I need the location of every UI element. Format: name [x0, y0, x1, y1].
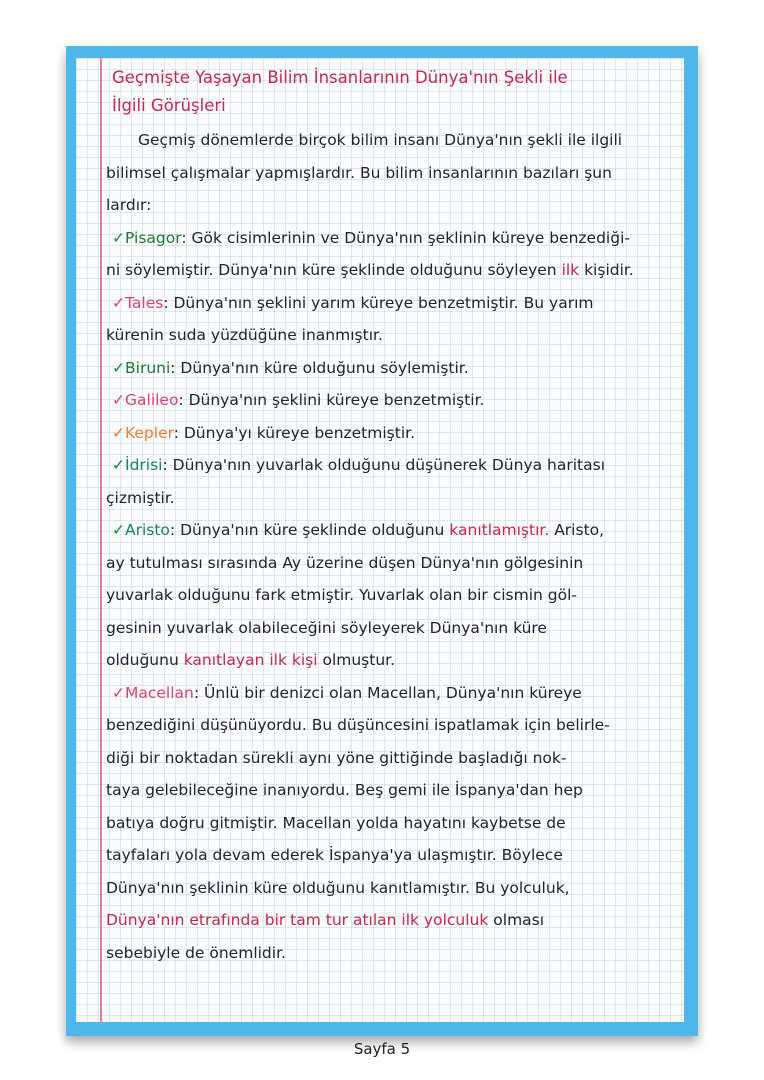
check-mark-icon: ✓	[112, 228, 125, 247]
aristo-text-1c: Aristo,	[549, 521, 605, 539]
macellan-line-4: taya gelebileceğine inanıyordu. Beş gemi ile İspanya'dan hep	[106, 781, 583, 799]
kepler-line	[106, 417, 676, 450]
intro-line-3: lardır:	[106, 196, 152, 214]
macellan-line-6: tayfaları yola devam ederek İspanya'ya ulaşmıştır. Böylece	[106, 846, 563, 864]
idrisi-line-1	[106, 449, 676, 482]
tales-text-1: : Dünya'nın şeklini yarım küreye benzetmiştir. Bu yarım	[163, 293, 594, 312]
macellan-emphasis: Dünya'nın etrafında bir tam tur atılan ilk yolculuk	[106, 911, 489, 929]
biruni-line	[106, 352, 676, 385]
pisagor-text-1: : Gök cisimlerinin ve Dünya'nın şeklinin küreye benzediği-	[181, 228, 630, 247]
kepler-text: : Dünya'yı küreye benzetmiştir.	[173, 423, 416, 442]
scientist-name-pisagor: Pisagor	[125, 228, 182, 247]
check-mark-icon: ✓	[112, 293, 125, 312]
margin-line	[100, 58, 102, 1022]
macellan-text-1: : Ünlü bir denizci olan Macellan, Dünya'nın küreye	[193, 683, 582, 702]
pisagor-text-2c: kişidir.	[579, 261, 634, 279]
macellan-line-2: benzediğini düşünüyordu. Bu düşüncesini ispatlamak için belirle-	[106, 716, 610, 734]
page-content	[106, 64, 676, 969]
page-title	[106, 64, 676, 120]
aristo-line-2: ay tutulması sırasında Ay üzerine düşen Dünya'nın gölgesinin	[106, 553, 584, 572]
pisagor-line-1	[106, 222, 676, 255]
check-mark-icon: ✓	[112, 358, 125, 377]
page-number: Sayfa 5	[353, 1040, 411, 1058]
galileo-text: : Dünya'nın şeklini küreye benzetmiştir.	[178, 391, 485, 409]
pisagor-emphasis: ilk	[561, 261, 580, 279]
aristo-line-1	[106, 514, 676, 547]
aristo-line-5	[106, 644, 676, 677]
scientist-name-galileo: Galileo	[125, 391, 179, 409]
check-mark-icon: ✓	[112, 683, 125, 702]
aristo-line-3: yuvarlak olduğunu fark etmiştir. Yuvarlak olan bir cismin göl-	[106, 586, 577, 604]
macellan-text-8b: olması	[488, 911, 545, 929]
page-frame	[66, 46, 698, 1036]
aristo-emphasis-1: kanıtlamıştır.	[449, 521, 550, 539]
biruni-text: : Dünya'nın küre olduğunu söylemiştir.	[170, 358, 469, 377]
scientist-name-idrisi: İdrisi	[125, 456, 163, 474]
check-mark-icon: ✓	[112, 521, 125, 539]
intro-line-2: bilimsel çalışmalar yapmışlardır. Bu bilim insanlarının bazıları şun	[106, 163, 612, 182]
macellan-line-1	[106, 677, 676, 710]
scientist-name-tales: Tales	[125, 293, 164, 312]
macellan-line-7: Dünya'nın şeklinin küre olduğunu kanıtlamıştır. Bu yolculuk,	[106, 878, 570, 897]
aristo-text-1a: : Dünya'nın küre şeklinde olduğunu	[169, 521, 450, 539]
check-mark-icon: ✓	[112, 456, 125, 474]
check-mark-icon: ✓	[112, 391, 125, 409]
tales-line-2: kürenin suda yüzdüğüne inanmıştır.	[106, 326, 383, 344]
title-line-2: İlgili Görüşleri	[112, 96, 226, 115]
scientist-name-kepler: Kepler	[125, 423, 174, 442]
macellan-line-8	[106, 904, 676, 937]
galileo-line	[106, 384, 676, 417]
scientist-name-macellan: Macellan	[125, 683, 194, 702]
intro-line-1: Geçmiş dönemlerde birçok bilim insanı Dünya'nın şekli ile ilgili	[138, 131, 623, 149]
scientist-name-aristo: Aristo	[125, 521, 170, 539]
macellan-line-9: sebebiyle de önemlidir.	[106, 943, 286, 962]
aristo-line-4: gesinin yuvarlak olabileceğini söyleyerek Dünya'nın küre	[106, 618, 547, 637]
aristo-emphasis-2: kanıtlayan ilk kişi	[183, 651, 318, 669]
idrisi-text-1: : Dünya'nın yuvarlak olduğunu düşünerek Dünya haritası	[162, 456, 605, 474]
pisagor-text-2a: ni söylemiştir. Dünya'nın küre şeklinde olduğunu söyleyen	[106, 261, 562, 279]
title-line-1: Geçmişte Yaşayan Bilim İnsanlarının Dünya'nın Şekli ile	[112, 68, 568, 87]
check-mark-icon: ✓	[112, 423, 125, 442]
idrisi-line-2: çizmiştir.	[106, 488, 175, 507]
scientist-name-biruni: Biruni	[125, 358, 171, 377]
macellan-line-3: diği bir noktadan sürekli aynı yöne gittiğinde başladığı nok-	[106, 748, 567, 767]
macellan-line-5: batıya doğru gitmiştir. Macellan yolda hayatını kaybetse de	[106, 813, 566, 832]
aristo-text-5c: olmuştur.	[317, 651, 396, 669]
pisagor-line-2	[106, 254, 676, 287]
aristo-text-5a: olduğunu	[106, 651, 184, 669]
tales-line-1	[106, 287, 676, 320]
notebook-paper	[76, 58, 684, 1022]
